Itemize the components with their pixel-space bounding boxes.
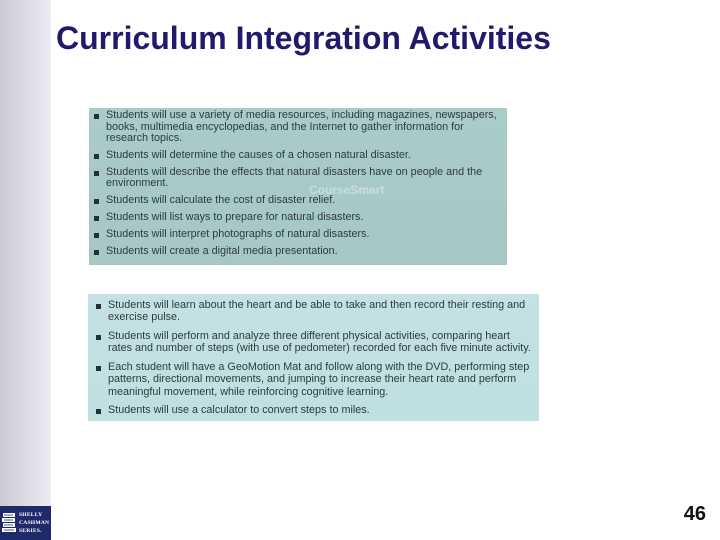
list-item: Students will interpret photographs of natural disasters. bbox=[92, 229, 499, 241]
list-item: Students will use a variety of media resources, including magazines, newspapers, books, multimedia encyclopedias, and the Internet to gather information for research topics. bbox=[92, 110, 499, 145]
list-item: Students will create a digital media presentation. bbox=[92, 246, 499, 258]
book-stack-icon bbox=[2, 512, 16, 534]
list-item: Students will learn about the heart and be able to take and then record their resting and exercise pulse. bbox=[94, 299, 533, 324]
page-number: 46 bbox=[683, 503, 706, 525]
slide-title: Curriculum Integration Activities bbox=[56, 20, 551, 56]
media-activities-box bbox=[89, 108, 507, 265]
list-item: Each student will have a GeoMotion Mat and follow along with the DVD, performing step patterns, directional movements, and jumping to increase their heart rate and perform meaningful movement, while reinforcing cognitive learning. bbox=[94, 361, 533, 398]
list-item: Students will perform and analyze three different physical activities, comparing heart rates and number of steps (with use of pedometer) recorded for each five minute activity. bbox=[94, 330, 533, 355]
logo-text bbox=[19, 511, 51, 535]
logo-line-2: CASHMAN bbox=[19, 520, 50, 526]
watermark: CourseSmart bbox=[309, 183, 385, 197]
logo-line-3: SERIES. bbox=[19, 528, 42, 534]
list-item: Students will use a calculator to convert steps to miles. bbox=[94, 404, 533, 416]
list-item: Students will determine the causes of a chosen natural disaster. bbox=[92, 150, 499, 162]
heart-activities-box bbox=[88, 294, 539, 421]
left-sidebar-band bbox=[0, 0, 51, 540]
list-item: Students will list ways to prepare for natural disasters. bbox=[92, 212, 499, 224]
list-item: Students will calculate the cost of disaster relief. bbox=[92, 195, 499, 207]
list-item: Students will describe the effects that natural disasters have on people and the environment. bbox=[92, 167, 499, 190]
logo-line-1: SHELLY bbox=[19, 512, 43, 518]
shelly-cashman-logo bbox=[0, 506, 51, 540]
